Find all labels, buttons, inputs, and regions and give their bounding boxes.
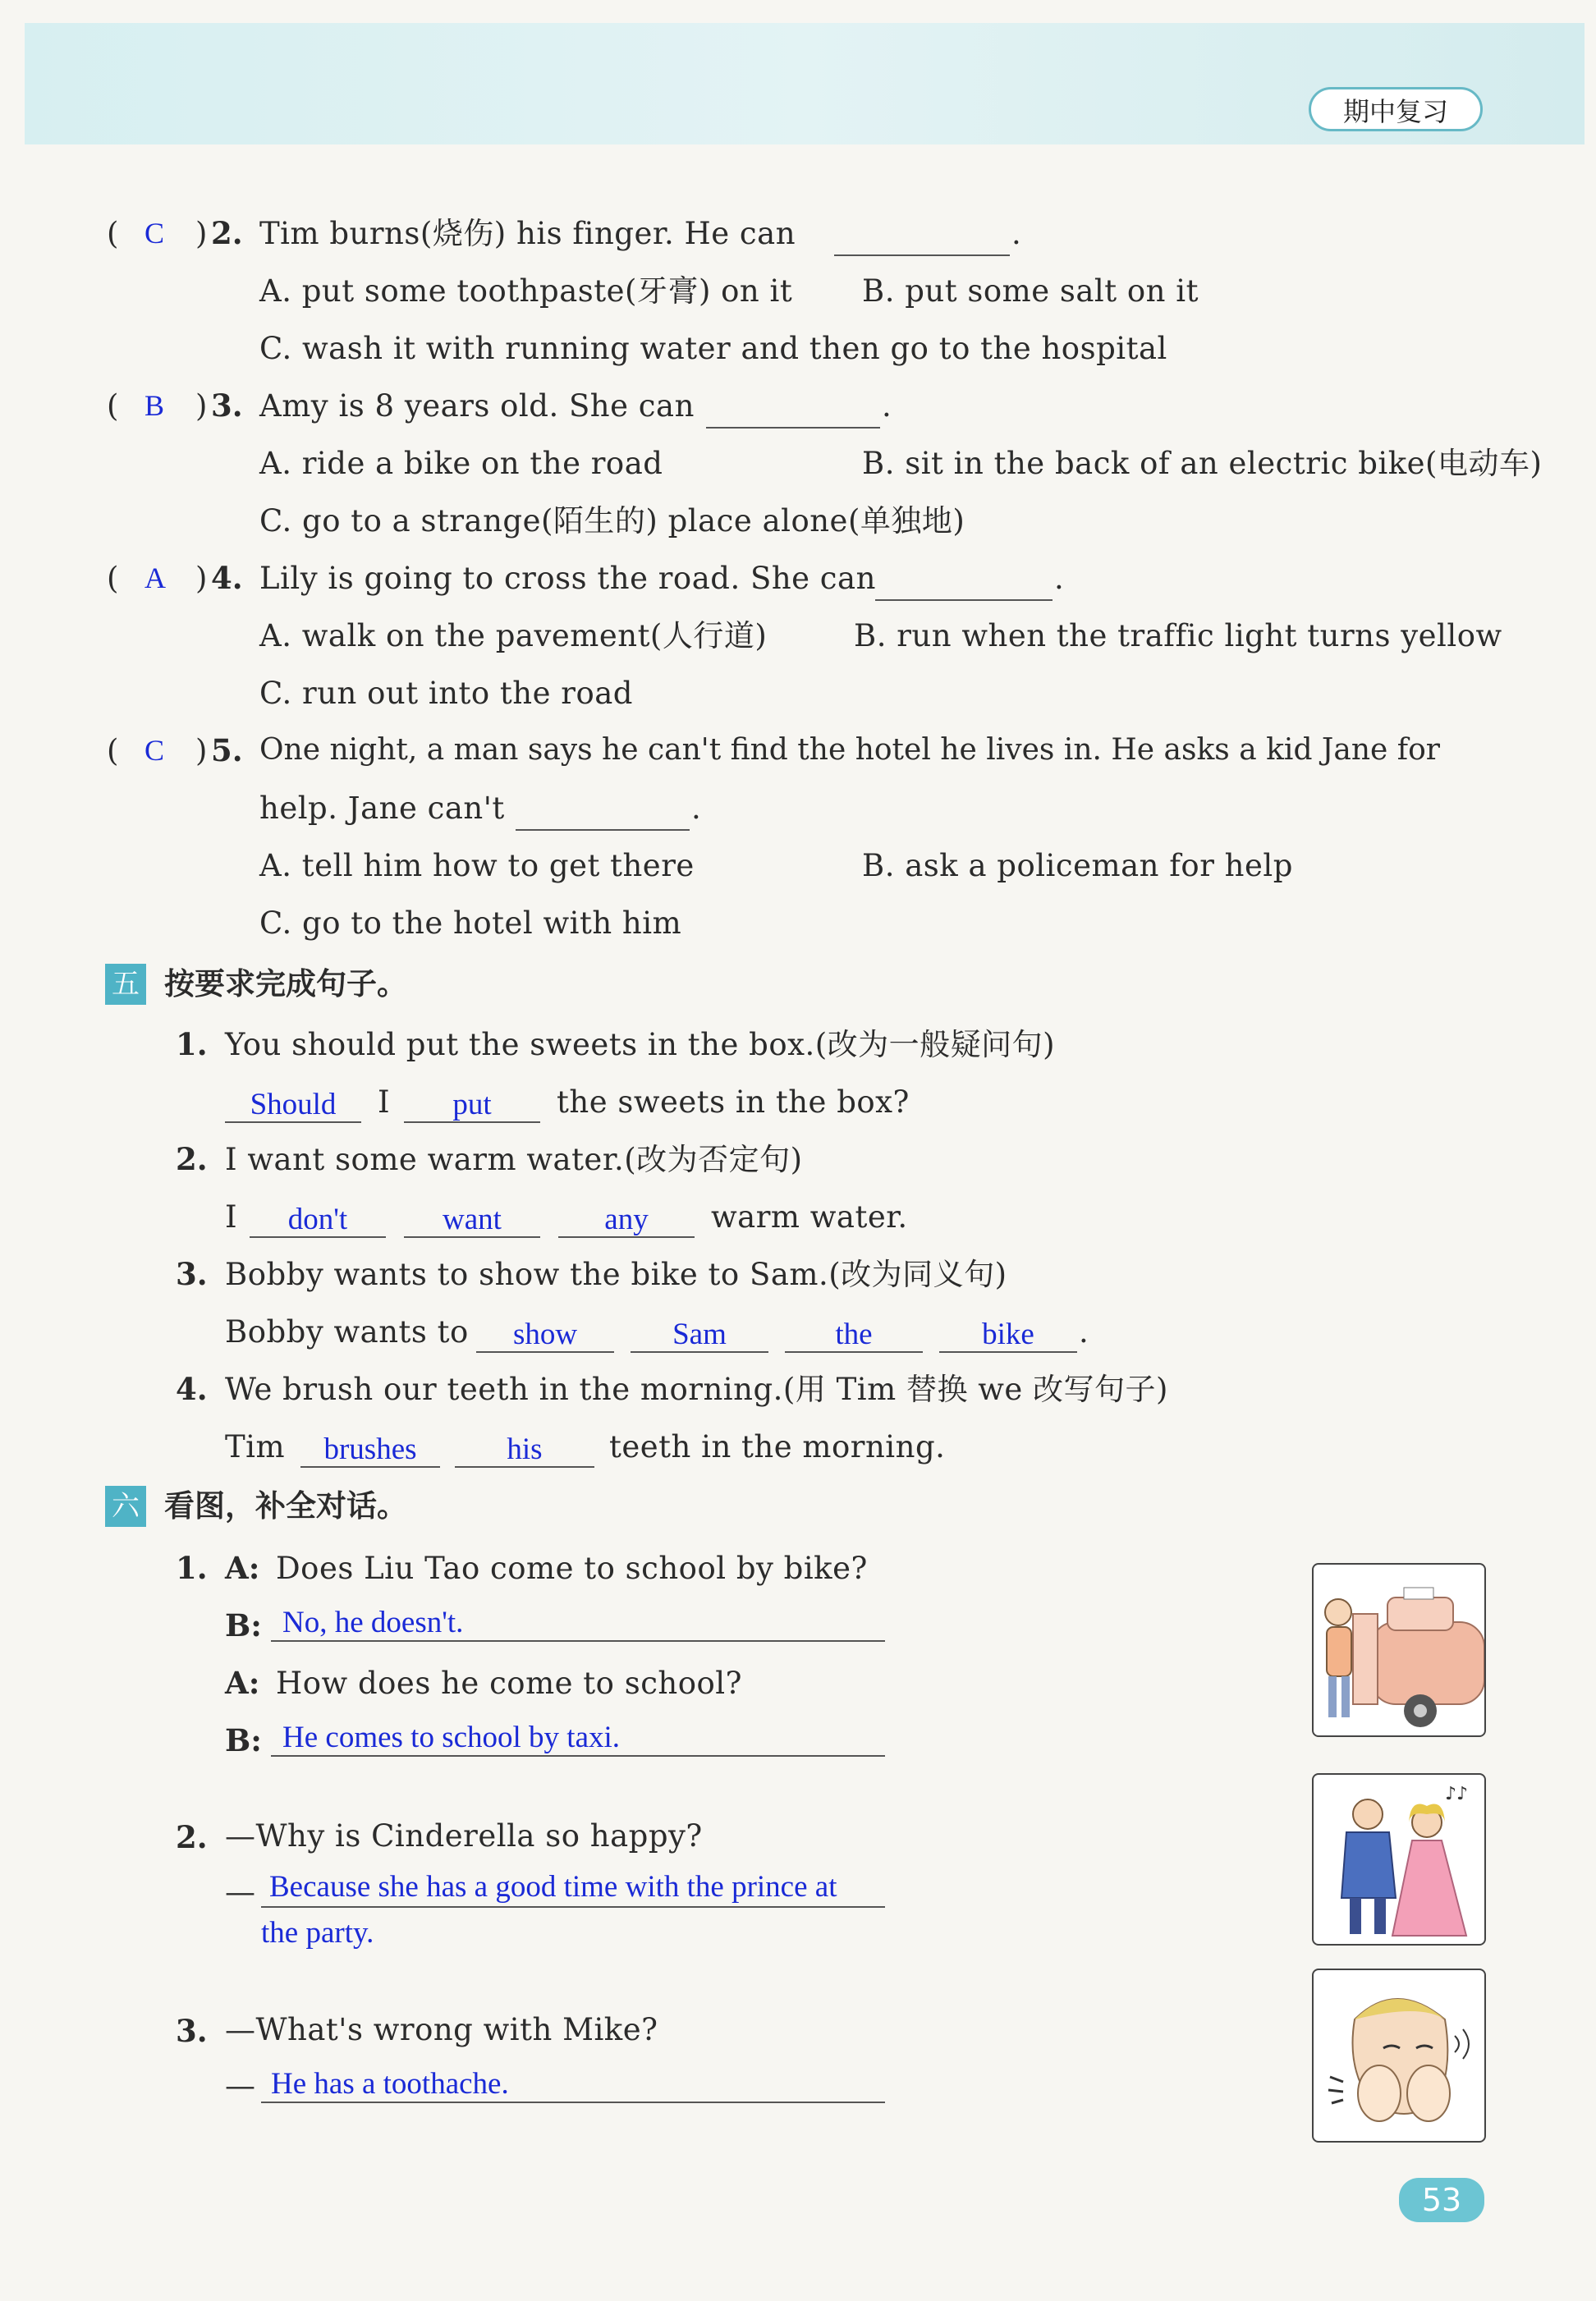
question-number: 3. [211,387,243,424]
paren-open: ( [107,561,119,596]
question-stem: Amy is 8 years old. She can [259,388,695,424]
period: . [1011,216,1022,251]
paren-open: ( [107,388,119,424]
answer-line [261,2102,885,2103]
section-5-title: 按要求完成句子。 [164,966,407,1002]
question-stem: Lily is going to cross the road. She can [259,561,876,596]
sentence-text: Bobby wants to [225,1314,469,1350]
fill-blank[interactable]: bike [939,1312,1077,1353]
answer-choice[interactable]: B [144,389,165,422]
question-stem: Tim burns(烧伤) his finger. He can [259,216,796,251]
fill-blank[interactable]: don't [250,1197,386,1238]
option-c: C. go to a strange(陌生的) place alone(单独地) [259,503,965,539]
fill-blank[interactable]: his [455,1427,594,1468]
answer-blank[interactable] [875,565,1053,601]
item-number: 4. [176,1371,208,1407]
taxi-illustration [1312,1563,1486,1737]
fill-blank[interactable]: show [476,1312,614,1353]
option-a: A. ride a bike on the road [259,446,663,481]
period: . [691,791,702,826]
cinderella-illustration [1312,1773,1486,1946]
svg-text:♪♪: ♪♪ [1445,1784,1469,1804]
dialogue-answer[interactable]: He comes to school by taxi. [282,1721,621,1754]
section-6-title: 看图，补全对话。 [164,1488,407,1524]
item-prompt: Bobby wants to show the bike to Sam.(改为同义句) [225,1257,1007,1292]
toothache-illustration [1312,1969,1486,2143]
sentence-text: warm water. [711,1199,908,1235]
speaker-label: B: [225,1607,262,1643]
answer-choice[interactable]: A [144,561,166,594]
section-6-badge: 六 [105,1486,146,1527]
item-prompt: We brush our teeth in the morning.(用 Tim 替换 we 改写句子) [225,1372,1168,1407]
paren-open: ( [107,733,119,768]
item-prompt: I want some warm water.(改为否定句) [225,1142,803,1177]
item-prompt: You should put the sweets in the box.(改为一般疑问句) [225,1027,1056,1062]
item-number: 3. [176,2013,208,2049]
speaker-label: A: [225,1665,260,1701]
period: . [882,388,892,424]
option-b: B. ask a policeman for help [862,848,1293,883]
paren-close: ) [195,388,208,424]
question-number: 2. [211,215,243,251]
question-stem: One night, a man says he can't find the hotel he lives in. He asks a kid Jane for [259,733,1440,767]
sentence-text: . [1079,1314,1089,1350]
paren-close: ) [195,216,208,251]
answer-dash: — [225,1874,256,1909]
dialogue-answer[interactable]: He has a toothache. [271,2067,509,2101]
item-number: 2. [176,1141,208,1177]
sentence-text: teeth in the morning. [609,1429,946,1464]
answer-blank[interactable] [834,220,1010,256]
sentence-text: the sweets in the box? [557,1084,910,1120]
option-a: A. walk on the pavement(人行道) [259,618,768,653]
fill-blank[interactable]: brushes [300,1427,440,1468]
item-number: 1. [176,1550,208,1586]
answer-line [271,1640,885,1642]
dialogue-line: Does Liu Tao come to school by bike? [276,1551,868,1586]
dialogue-line: How does he come to school? [276,1666,742,1701]
dialogue-answer[interactable]: Because she has a good time with the prince at [269,1870,837,1904]
question-number: 4. [211,560,243,596]
question-number: 5. [211,732,243,768]
option-c: C. wash it with running water and then go to the hospital [259,331,1167,366]
chapter-badge: 期中复习 [1309,87,1483,131]
option-b: B. run when the traffic light turns yellow [854,618,1502,653]
fill-blank[interactable]: Sam [631,1312,768,1353]
fill-blank[interactable]: Should [225,1082,361,1123]
dialogue-answer-continued[interactable]: the party. [261,1916,374,1950]
paren-open: ( [107,216,119,251]
option-a: A. put some toothpaste(牙膏) on it [259,273,793,309]
sentence-text: Tim [225,1429,286,1464]
sentence-text: I [378,1084,391,1120]
speaker-label: A: [225,1550,260,1586]
question-stem-continued: help. Jane can't [259,791,505,826]
fill-blank[interactable]: want [404,1197,540,1238]
fill-blank[interactable]: any [558,1197,695,1238]
dialogue-question: —Why is Cinderella so happy? [225,1818,703,1854]
option-c: C. go to the hotel with him [259,905,682,941]
option-b: B. put some salt on it [862,273,1199,309]
paren-close: ) [195,561,208,596]
dialogue-question: —What's wrong with Mike? [225,2012,658,2047]
item-number: 1. [176,1026,208,1062]
answer-line [271,1755,885,1757]
paren-close: ) [195,733,208,768]
page-number: 53 [1399,2178,1484,2222]
option-c: C. run out into the road [259,676,633,711]
answer-choice[interactable]: C [144,734,165,767]
option-b: B. sit in the back of an electric bike(电动车) [862,446,1543,481]
answer-blank[interactable] [706,392,880,429]
answer-choice[interactable]: C [144,217,165,250]
item-number: 2. [176,1819,208,1855]
item-number: 3. [176,1256,208,1292]
answer-blank[interactable] [516,795,690,831]
sentence-text: I [225,1199,238,1235]
speaker-label: B: [225,1722,262,1758]
fill-blank[interactable]: put [404,1082,540,1123]
answer-dash: — [225,2068,256,2103]
period: . [1054,561,1065,596]
option-a: A. tell him how to get there [259,848,695,883]
dialogue-answer[interactable]: No, he doesn't. [282,1606,464,1639]
fill-blank[interactable]: the [785,1312,923,1353]
section-5-badge: 五 [105,964,146,1005]
answer-line [261,1906,885,1908]
